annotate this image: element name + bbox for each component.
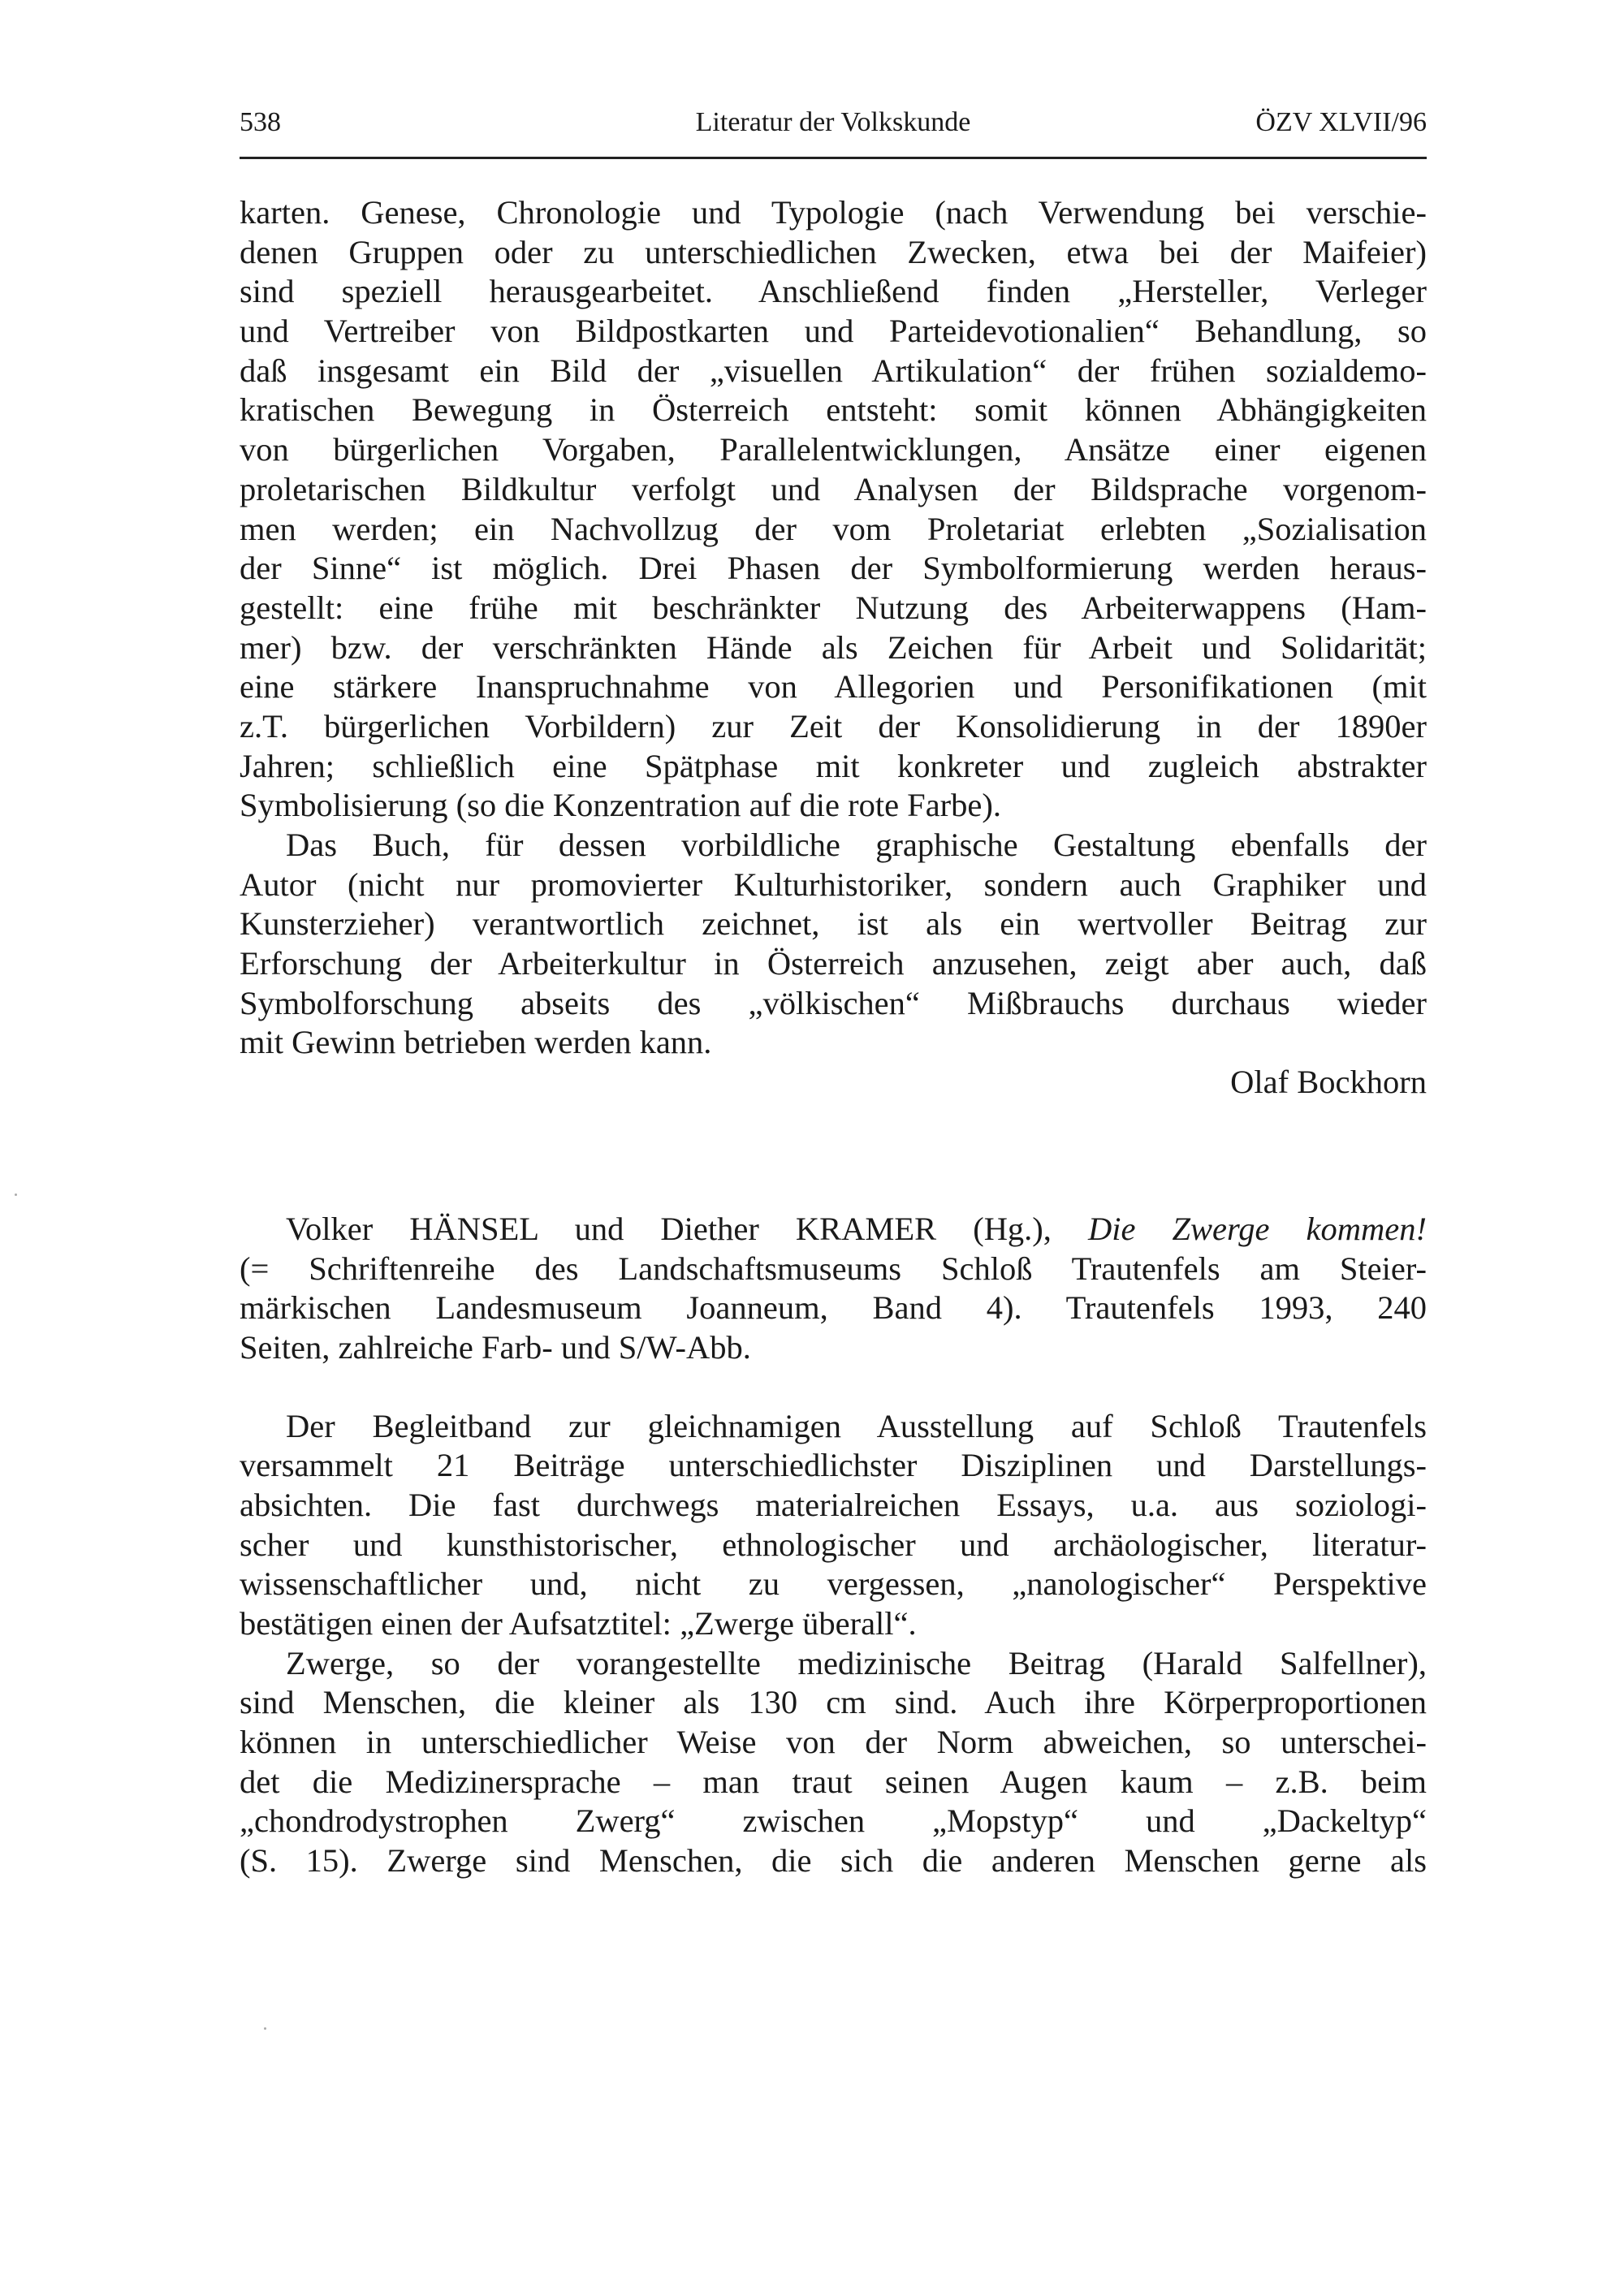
text-line: gestellt: eine frühe mit beschränkter Nutzung des Arbeiterwappens (Ham-: [240, 589, 1427, 626]
scan-speck: [15, 1193, 17, 1196]
review-1-paragraph-1: [240, 193, 1427, 826]
text-line: Zwerge, so der vorangestellte medizinische Beitrag (Harald Salfellner),: [286, 1644, 1427, 1681]
text-line: bestätigen einen der Aufsatztitel: „Zwerge überall“.: [240, 1605, 917, 1642]
text-line: wissenschaftlicher und, nicht zu vergessen, „nanologischer“ Perspektive: [240, 1565, 1427, 1603]
citation-line: (= Schriftenreihe des Landschaftsmuseums Schloß Trautenfels am Steier-: [240, 1250, 1427, 1287]
text-line: proletarischen Bildkultur verfolgt und Analysen der Bildsprache vorgenom-: [240, 470, 1427, 507]
citation-authors: Volker HÄNSEL und Diether KRAMER (Hg.),: [286, 1210, 1088, 1247]
text-line: von bürgerlichen Vorgaben, Parallelentwicklungen, Ansätze einer eigenen: [240, 431, 1427, 468]
text-line: Erforschung der Arbeiterkultur in Österreich anzusehen, zeigt aber auch, daß: [240, 945, 1427, 982]
text-line: (S. 15). Zwerge sind Menschen, die sich die anderen Menschen gerne als: [240, 1842, 1427, 1880]
page-number: 538: [240, 107, 281, 137]
text-line: absichten. Die fast durchwegs materialreichen Essays, u.a. aus soziologi-: [240, 1486, 1427, 1523]
running-title: Literatur der Volkskunde: [695, 107, 971, 137]
review-1-paragraph-2: [240, 826, 1427, 1063]
text-line: det die Medizinersprache – man traut seinen Augen kaum – z.B. beim: [240, 1763, 1427, 1800]
review-2: [240, 1210, 1427, 1881]
book-citation: [240, 1210, 1427, 1368]
text-line: versammelt 21 Beiträge unterschiedlichster Disziplinen und Darstellungs-: [240, 1447, 1427, 1484]
citation-line: Seiten, zahlreiche Farb- und S/W-Abb.: [240, 1328, 751, 1366]
citation-line: [240, 1210, 1427, 1250]
text-line: Autor (nicht nur promovierter Kulturhistoriker, sondern auch Graphiker und: [240, 865, 1427, 903]
text-line: mer) bzw. der verschränkten Hände als Zeichen für Arbeit und Solidarität;: [240, 628, 1427, 666]
text-line: der Sinne“ ist möglich. Drei Phasen der Symbolformierung werden heraus-: [240, 550, 1427, 587]
text-line: und Vertreiber von Bildpostkarten und Parteidevotionalien“ Behandlung, so: [240, 313, 1427, 350]
text-line: sind speziell herausgearbeitet. Anschließend finden „Hersteller, Verleger: [240, 273, 1427, 310]
text-line: können in unterschiedlicher Weise von der Norm abweichen, so unterschei-: [240, 1724, 1427, 1761]
text-line: men werden; ein Nachvollzug der vom Proletariat erlebten „Sozialisation: [240, 510, 1427, 547]
book-title: Die Zwerge kommen!: [1087, 1210, 1427, 1247]
text-line: karten. Genese, Chronologie und Typologie (nach Verwendung bei verschie-: [240, 194, 1427, 231]
text-line: scher und kunsthistorischer, ethnologischer und archäologischer, literatur-: [240, 1526, 1427, 1563]
journal-issue: ÖZV XLVII/96: [1255, 107, 1427, 137]
scan-speck: [264, 2027, 266, 2030]
body-text: [240, 193, 1427, 1881]
reviewer-signature: Olaf Bockhorn: [1230, 1064, 1427, 1101]
text-line: daß insgesamt ein Bild der „visuellen Artikulation“ der frühen sozialdemo-: [240, 352, 1427, 389]
text-line: sind Menschen, die kleiner als 130 cm sind. Auch ihre Körperproportionen: [240, 1684, 1427, 1721]
running-header: [240, 102, 1427, 143]
text-line: Der Begleitband zur gleichnamigen Ausstellung auf Schloß Trautenfels: [286, 1407, 1427, 1444]
text-line: kratischen Bewegung in Österreich entsteht: somit können Abhängigkeiten: [240, 391, 1427, 429]
text-line: Symbolisierung (so die Konzentration auf die rote Farbe).: [240, 787, 1002, 824]
citation-line: märkischen Landesmuseum Joanneum, Band 4). Trautenfels 1993, 240: [240, 1289, 1427, 1327]
text-line: z.T. bürgerlichen Vorbildern) zur Zeit der Konsolidierung in der 1890er: [240, 707, 1427, 745]
text-line: eine stärkere Inanspruchnahme von Allegorien und Personifikationen (mit: [240, 668, 1427, 706]
review-2-paragraph-2: [240, 1644, 1427, 1881]
review-2-paragraph-1: [240, 1407, 1427, 1644]
header-rule: [240, 157, 1427, 159]
text-line: Das Buch, für dessen vorbildliche graphische Gestaltung ebenfalls der: [286, 827, 1427, 863]
text-line: denen Gruppen oder zu unterschiedlichen Zwecken, etwa bei der Maifeier): [240, 233, 1427, 270]
text-line: Jahren; schließlich eine Spätphase mit konkreter und zugleich abstrakter: [240, 747, 1427, 784]
text-line: Kunsterzieher) verantwortlich zeichnet, ist als ein wertvoller Beitrag zur: [240, 905, 1427, 943]
text-line: mit Gewinn betrieben werden kann.: [240, 1024, 712, 1061]
review-1: [240, 193, 1427, 1103]
text-line: Symbolforschung abseits des „völkischen“ Mißbrauchs durchaus wieder: [240, 984, 1427, 1021]
text-line: „chondrodystrophen Zwerg“ zwischen „Mopstyp“ und „Dackeltyp“: [240, 1802, 1427, 1840]
